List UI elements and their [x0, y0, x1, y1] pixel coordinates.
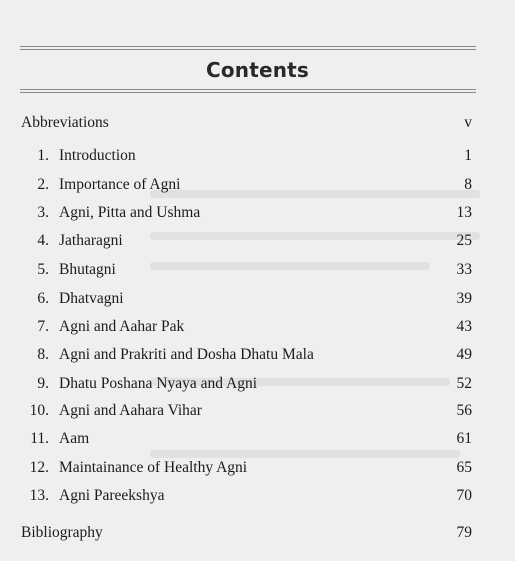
toc-entry-page-number: v	[464, 114, 472, 131]
toc-entry-number: 11.	[30, 430, 49, 447]
toc-entry-page-number: 8	[464, 176, 472, 193]
toc-entry	[0, 375, 515, 397]
toc-entry-page-number: 56	[456, 402, 472, 419]
toc-entry-title: Agni Pareekshya	[59, 487, 165, 504]
toc-entry	[0, 290, 515, 312]
toc-entry-title: Agni and Prakriti and Dosha Dhatu Mala	[59, 346, 314, 363]
toc-entry-title: Dhatu Poshana Nyaya and Agni	[59, 375, 258, 392]
toc-entry-number: 12.	[29, 459, 49, 476]
toc-entry-page-number: 13	[456, 204, 472, 221]
toc-entry	[0, 114, 515, 136]
toc-entry-page-number: 79	[456, 524, 472, 541]
toc-entry-title: Introduction	[59, 147, 136, 164]
toc-entry-number: 13.	[29, 487, 49, 504]
page-title: Contents	[205, 58, 310, 82]
toc-entry	[0, 147, 515, 169]
toc-entry-title: Bibliography	[21, 524, 103, 541]
toc-entry-title: Maintainance of Healthy Agni	[59, 459, 248, 476]
toc-entry-page-number: 70	[456, 487, 472, 504]
bottom-rule	[20, 89, 476, 90]
toc-entry	[0, 204, 515, 226]
toc-entry-title: Agni, Pitta and Ushma	[59, 204, 201, 221]
toc-entry-title: Bhutagni	[59, 261, 116, 278]
toc-entry-page-number: 39	[456, 290, 472, 307]
toc-entry-number: 4.	[37, 232, 49, 249]
toc-entry-number: 9.	[37, 375, 49, 392]
toc-entry	[0, 346, 515, 368]
toc-entry-title: Jatharagni	[59, 232, 123, 249]
toc-entry-title: Importance of Agni	[59, 176, 181, 193]
top-rule	[20, 46, 476, 47]
toc-entry-number: 10.	[29, 402, 49, 419]
toc-entry-title: Agni and Aahar Pak	[59, 318, 185, 335]
toc-entry-title: Dhatvagni	[59, 290, 124, 307]
top-rule	[20, 49, 476, 50]
bottom-rule	[20, 92, 476, 93]
toc-entry-number: 7.	[37, 318, 49, 335]
toc-entry	[0, 487, 515, 509]
toc-entry-page-number: 49	[456, 346, 472, 363]
toc-entry	[0, 402, 515, 424]
toc-entry-number: 1.	[37, 147, 49, 164]
toc-entry	[0, 459, 515, 481]
toc-entry-page-number: 33	[456, 261, 472, 278]
toc-entry-title: Aam	[59, 430, 90, 447]
toc-entry-page-number: 43	[456, 318, 472, 335]
toc-entry-number: 5.	[37, 261, 49, 278]
toc-entry-page-number: 1	[464, 147, 472, 164]
toc-entry	[0, 318, 515, 340]
toc-entry	[0, 430, 515, 452]
toc-entry-page-number: 65	[456, 459, 472, 476]
toc-entry-number: 2.	[37, 176, 49, 193]
toc-entry-number: 8.	[37, 346, 49, 363]
toc-entry-number: 3.	[37, 204, 49, 221]
toc-entry	[0, 232, 515, 254]
toc-entry-number: 6.	[37, 290, 49, 307]
toc-entry-page-number: 25	[456, 232, 472, 249]
toc-entry	[0, 261, 515, 283]
toc-entry-title: Agni and Aahara Vihar	[59, 402, 202, 419]
toc-entry	[0, 524, 515, 546]
toc-entry-page-number: 52	[456, 375, 472, 392]
toc-entry	[0, 176, 515, 198]
toc-entry-title: Abbreviations	[21, 114, 109, 131]
toc-entry-page-number: 61	[456, 430, 472, 447]
